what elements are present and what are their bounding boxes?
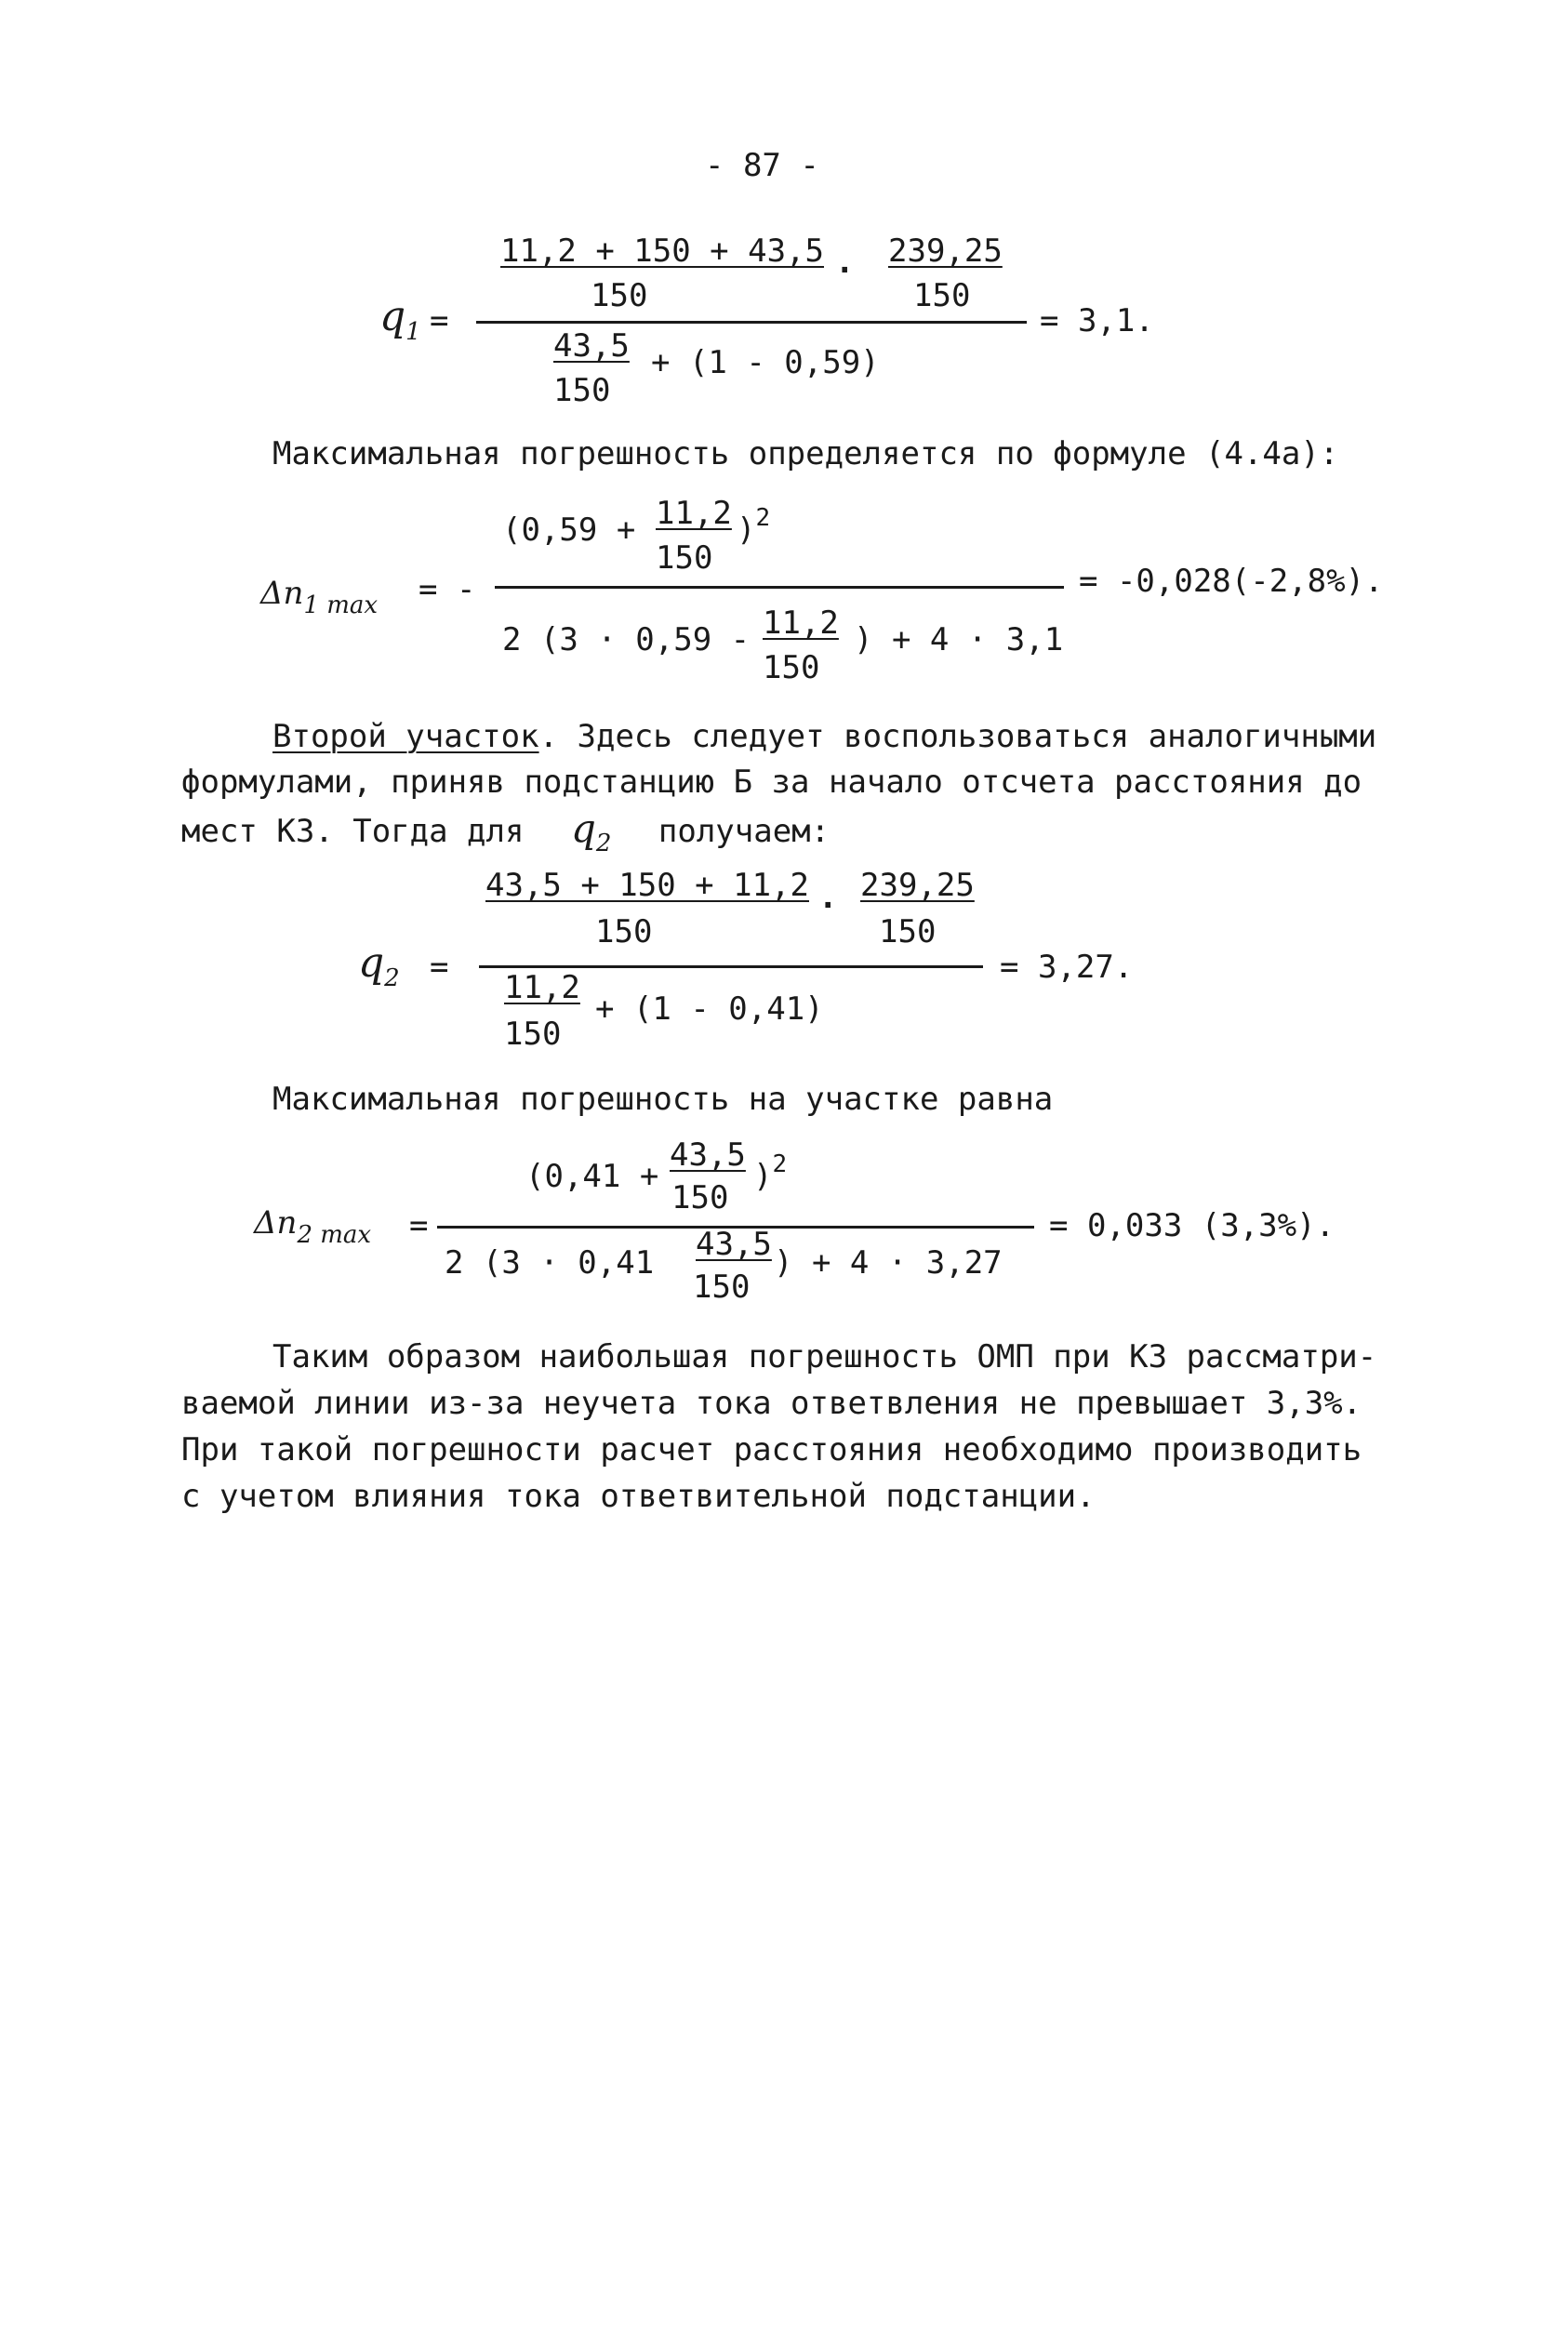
- eq1-equals: =: [430, 302, 449, 339]
- eq3-lhs-symbol: [358, 939, 400, 992]
- conclusion-line-2: ваемой линии из-за неучета тока ответвления не превышает 3,3%.: [181, 1385, 1362, 1422]
- eq3-main-fraction-bar: [479, 965, 983, 968]
- eq3-result: = 3,27.: [1000, 949, 1134, 986]
- eq4-denominator-right: ) + 4 · 3,27: [774, 1244, 1003, 1282]
- eq2-result: = -0,028(-2,8%).: [1079, 563, 1384, 600]
- section2-q-letter: q: [570, 805, 596, 851]
- eq2-lhs: [260, 575, 379, 619]
- eq4-denominator-left: 2 (3 · 0,41: [445, 1244, 655, 1282]
- conclusion-line-4: с учетом влияния тока ответвительной подстанции.: [181, 1478, 1096, 1515]
- eq3-denominator-1: 150: [595, 913, 653, 950]
- eq3-denominator-term-numerator: 11,2: [504, 969, 580, 1006]
- eq3-numerator-1: 43,5 + 150 + 11,2: [485, 867, 809, 904]
- section2-q-subscript: 2: [595, 830, 612, 857]
- eq2-numerator-fraction-num: 11,2: [656, 495, 732, 532]
- max-error-formula-text: Максимальная погрешность определяется по формуле (4.4а):: [272, 435, 1339, 472]
- eq4-numerator-fraction-den: 150: [671, 1179, 729, 1216]
- eq4-exponent: 2: [772, 1150, 788, 1178]
- eq2-denominator-fraction-num: 11,2: [763, 604, 839, 642]
- eq4-denominator-fraction-num: 43,5: [696, 1226, 772, 1263]
- eq3-denominator-term-denominator: 150: [504, 1016, 562, 1053]
- max-error-section-text: Максимальная погрешность на участке равна: [272, 1081, 1054, 1118]
- section2-line1: [272, 714, 1376, 760]
- eq1-numerator-1: 11,2 + 150 + 43,5: [500, 232, 824, 270]
- eq4-numerator-open: (0,41 +: [525, 1158, 659, 1195]
- eq3-lhs-subscript: 2: [384, 964, 400, 992]
- section2-line2: формулами, приняв подстанцию Б за начало отсчета расстояния до: [181, 764, 1362, 801]
- eq2-equals: = -: [419, 571, 476, 608]
- eq2-denominator-left: 2 (3 · 0,59 -: [502, 621, 751, 658]
- eq1-result: = 3,1.: [1040, 302, 1154, 339]
- eq2-numerator-fraction-den: 150: [656, 539, 713, 577]
- page-number: - 87 -: [705, 147, 819, 184]
- eq4-lhs-subscript: 2 max: [297, 1221, 372, 1249]
- eq4-result: = 0,033 (3,3%).: [1049, 1207, 1335, 1244]
- eq4-close-paren: ): [753, 1158, 773, 1195]
- section2-q2-symbol: [570, 805, 612, 857]
- eq1-multiply-dot: .: [835, 244, 855, 281]
- section2-heading: Второй участок: [272, 718, 539, 755]
- eq2-exponent: 2: [755, 504, 771, 532]
- eq2-numerator-open: (0,59 +: [502, 512, 636, 549]
- eq4-lhs: [254, 1204, 372, 1249]
- eq4-lhs-symbol: Δn: [254, 1204, 298, 1242]
- eq1-denominator-2: 150: [913, 277, 971, 314]
- eq2-lhs-symbol: Δn: [260, 575, 304, 612]
- conclusion-line-1: Таким образом наибольшая погрешность ОМП при КЗ рассматри-: [272, 1338, 1377, 1375]
- section2-line3: [181, 805, 830, 857]
- eq1-denominator-rest: + (1 - 0,59): [651, 344, 880, 381]
- eq2-denominator-right: ) + 4 · 3,1: [854, 621, 1064, 658]
- eq4-denominator-fraction-den: 150: [693, 1269, 751, 1306]
- eq4-equals: =: [409, 1207, 429, 1244]
- eq2-fraction-bar: [495, 586, 1064, 589]
- eq1-numerator-2: 239,25: [888, 232, 1003, 270]
- eq1-denominator-1: 150: [591, 277, 648, 314]
- eq4-numerator-close: [753, 1150, 788, 1195]
- eq1-denominator-term-numerator: 43,5: [553, 327, 630, 365]
- eq3-multiply-dot: .: [818, 879, 838, 916]
- eq1-denominator-term-denominator: 150: [553, 372, 611, 409]
- conclusion-line-3: При такой погрешности расчет расстояния необходимо производить: [181, 1431, 1362, 1468]
- eq1-lhs-symbol: [379, 293, 421, 346]
- section2-line1-text: . Здесь следует воспользоваться аналогичными: [538, 718, 1377, 755]
- eq1-lhs-letter: q: [379, 293, 406, 340]
- eq4-numerator-fraction-num: 43,5: [670, 1136, 746, 1174]
- section2-line3-text-b: получаем:: [658, 813, 831, 850]
- eq3-denominator-2: 150: [879, 913, 937, 950]
- eq1-lhs-subscript: 1: [405, 318, 421, 346]
- eq2-close-paren: ): [737, 512, 756, 549]
- eq3-equals: =: [430, 949, 449, 986]
- eq3-numerator-2: 239,25: [860, 867, 975, 904]
- eq2-numerator-close: [737, 504, 771, 549]
- eq3-lhs-letter: q: [358, 939, 385, 987]
- eq3-denominator-rest: + (1 - 0,41): [595, 990, 824, 1028]
- section2-line3-text-a: мест КЗ. Тогда для: [181, 813, 525, 850]
- eq1-main-fraction-bar: [476, 321, 1027, 324]
- eq2-lhs-subscript: 1 max: [303, 591, 379, 619]
- eq2-denominator-fraction-den: 150: [763, 649, 820, 686]
